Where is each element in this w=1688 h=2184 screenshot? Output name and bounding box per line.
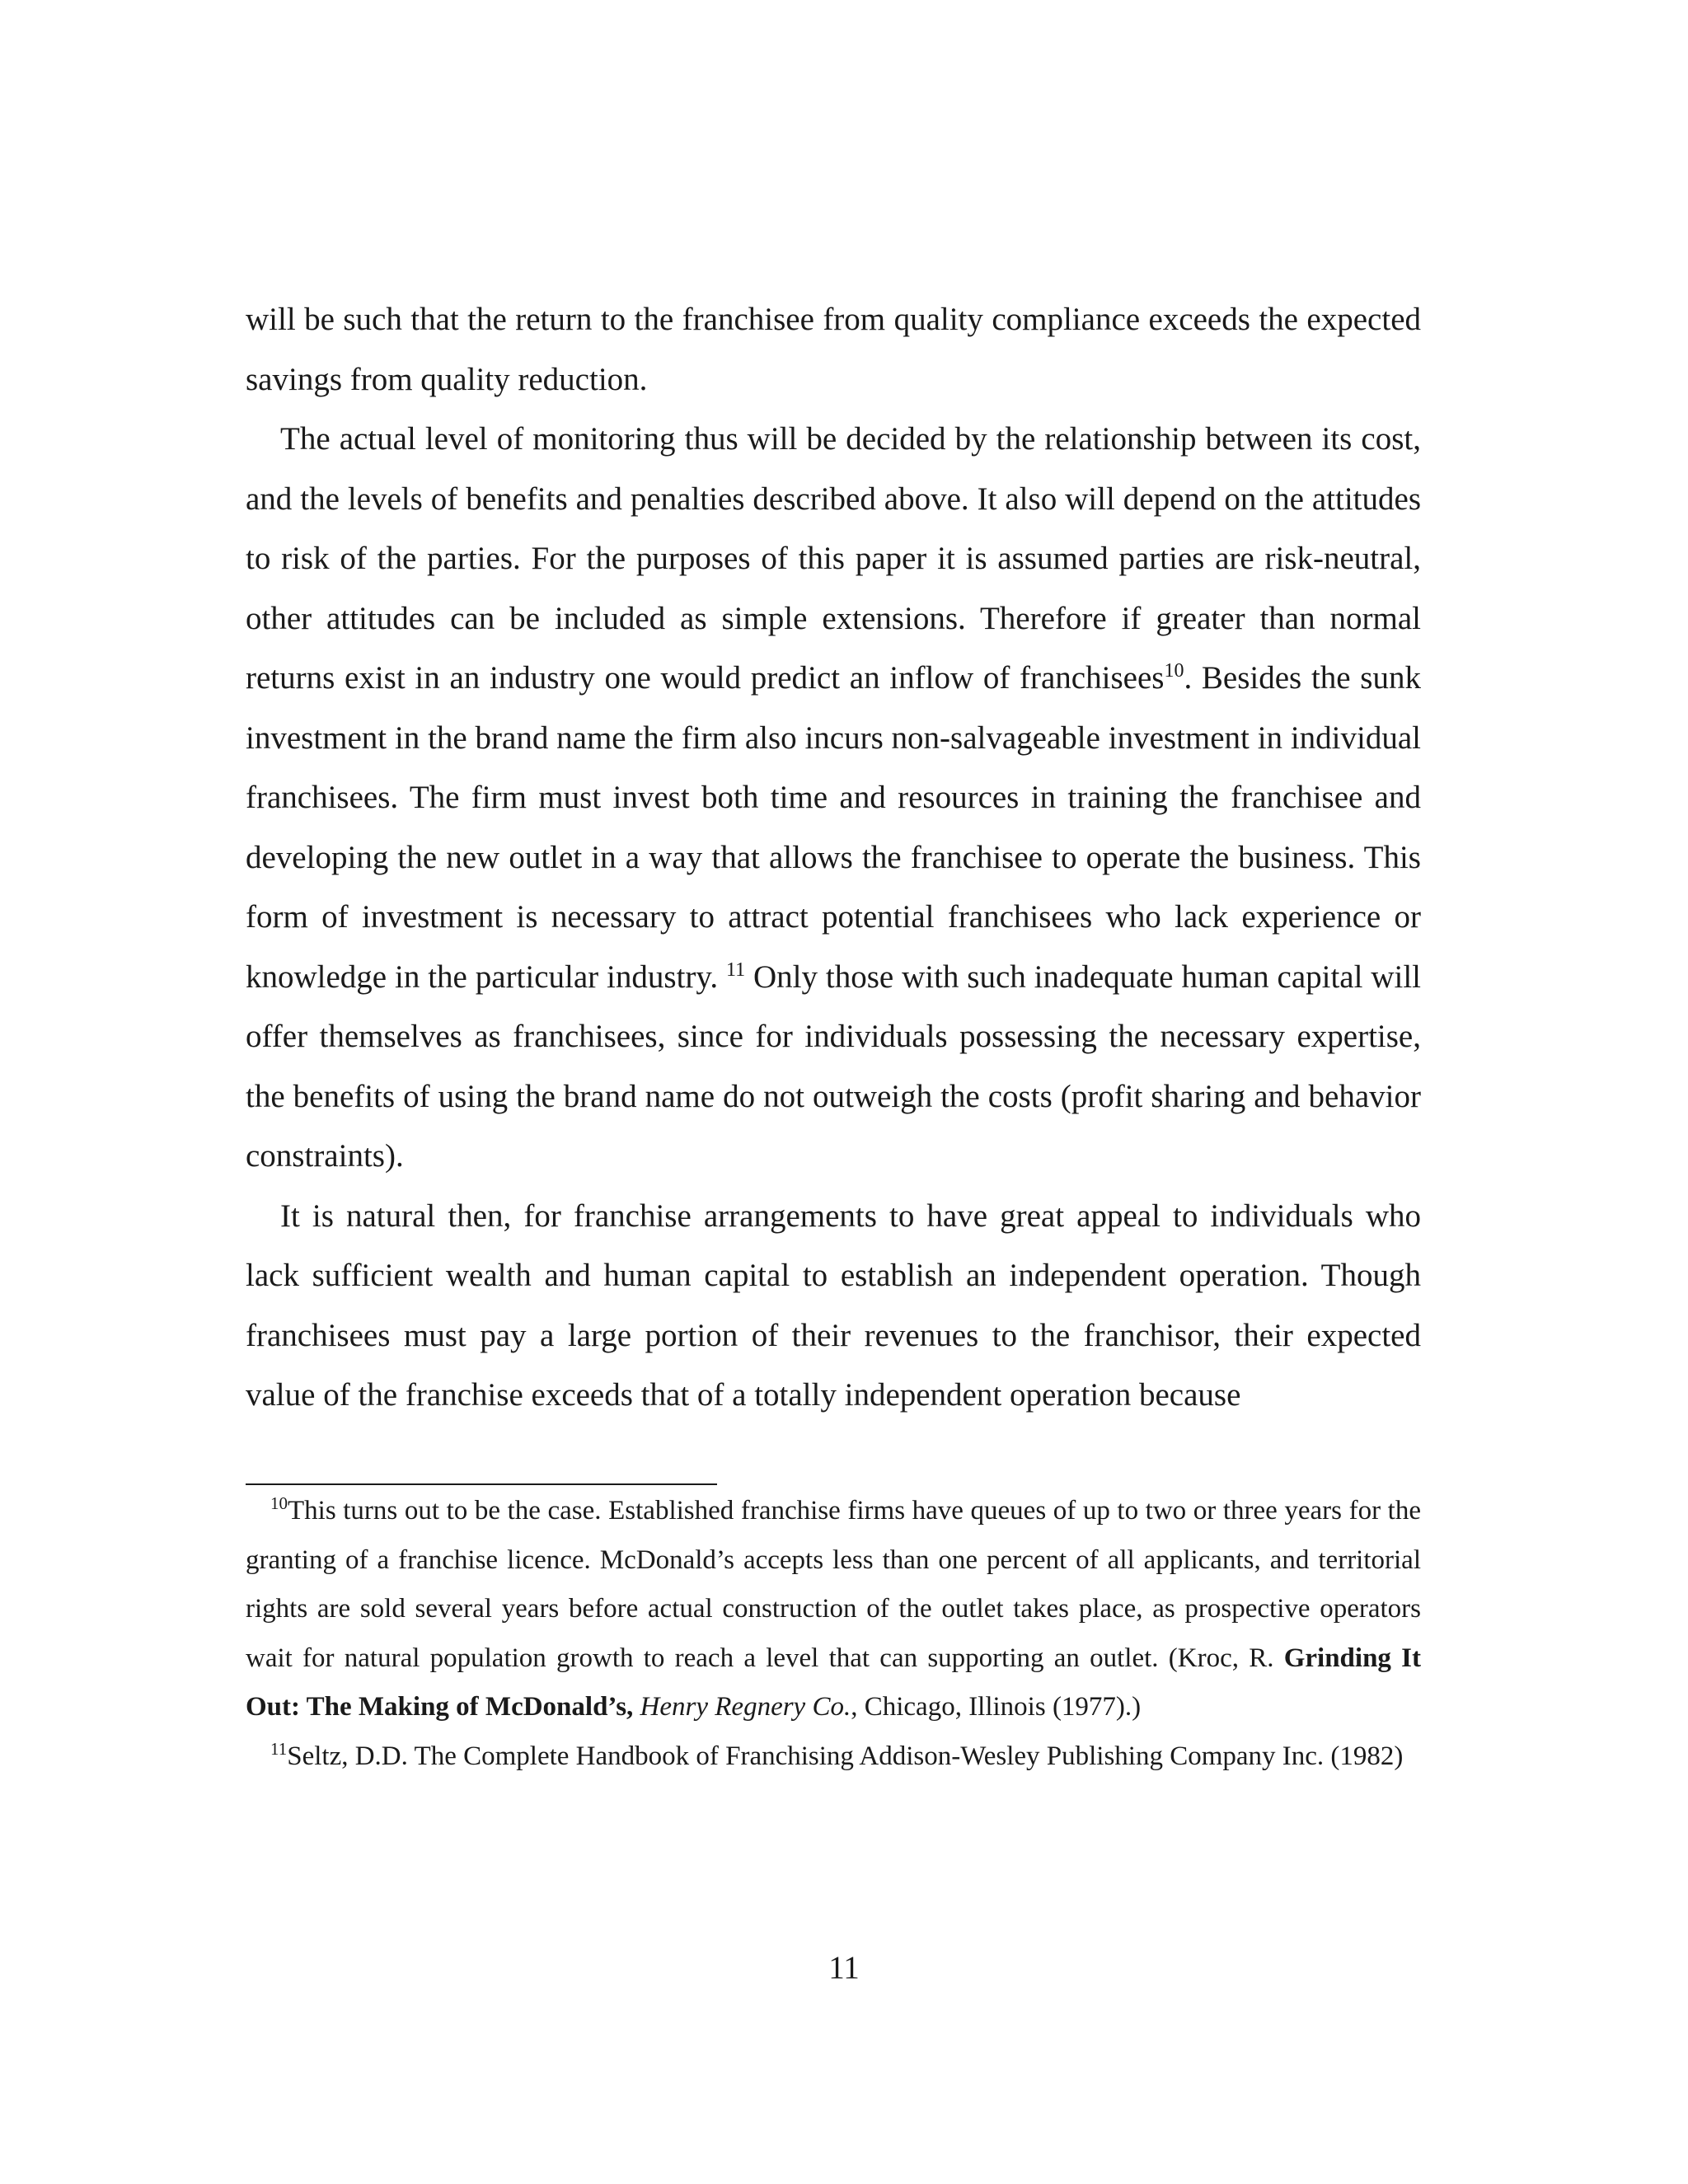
spacer [633, 1692, 640, 1722]
page-number: 11 [828, 1950, 860, 1985]
footnote-text: Seltz, D.D. The Complete Handbook of Franchising Addison-Wesley Publishing Company Inc. (1982) [287, 1741, 1404, 1771]
footnote-divider [246, 1483, 717, 1485]
paragraph-monitoring [246, 410, 1421, 1187]
footnotes [246, 1487, 1421, 1782]
footnote-mark-10: 10 [270, 1493, 288, 1513]
paragraph-continuation: will be such that the return to the franchisee from quality compliance exceeds the expected savings from quality reduction. [246, 302, 1421, 397]
paragraph-text: The actual level of monitoring thus will be decided by the relationship between its cost, and the levels of benefits and penalties described above. It also will depend on the attitudes to risk of the parties. For the purposes of this paper it is assumed parties are risk-neutral, other attitudes can be included as simple extensions. Therefore if greater than normal returns exist in an industry one would predict an inflow of franchisees [246, 421, 1421, 696]
paragraph-text: Only those with such inadequate human capital will offer themselves as franchisees, since for individuals possessing the necessary expertise, the benefits of using the brand name do not outweigh the costs (profit sharing and behavior constraints). [246, 958, 1421, 1174]
paragraph-appeal: It is natural then, for franchise arrangements to have great appeal to individuals who lack sufficient wealth and human capital to establish an independent operation. Though franchisees must pay a large portion of their revenues to the franchisor, their expected value of the franchise exceeds that of a totally independent operation because [246, 1197, 1421, 1413]
book-title: Grinding It Out: The Making of McDonald’s, [246, 1643, 1421, 1722]
footnote-text: , Chicago, Illinois (1977).) [851, 1692, 1142, 1722]
main-text [246, 290, 1421, 1426]
footnote-11 [246, 1732, 1421, 1782]
footnote-ref-10[interactable]: 10 [1164, 660, 1184, 682]
publisher-name: Henry Regnery Co. [640, 1692, 851, 1722]
footnote-10 [246, 1487, 1421, 1732]
footnote-ref-11[interactable]: 11 [726, 958, 746, 981]
footnote-mark-11: 11 [270, 1738, 288, 1759]
paragraph-text: . Besides the sunk investment in the brand name the firm also incurs non-salvageable investment in individual franchisees. The firm must invest both time and resources in training the franchisee and developing the new outlet in a way that allows the franchisee to operate the business. This form of investment is necessary to attract potential franchisees who lack experience or knowledge in the particular industry. [246, 660, 1421, 995]
footnote-text: This turns out to be the case. Established franchise firms have queues of up to two or three years for the granting of a franchise licence. McDonald’s accepts less than one percent of all applicants, and territorial rights are sold several years before actual construction of the outlet takes place, as prospective operators wait for natural population growth to reach a level that can supporting an outlet. (Kroc, R. [246, 1496, 1421, 1673]
